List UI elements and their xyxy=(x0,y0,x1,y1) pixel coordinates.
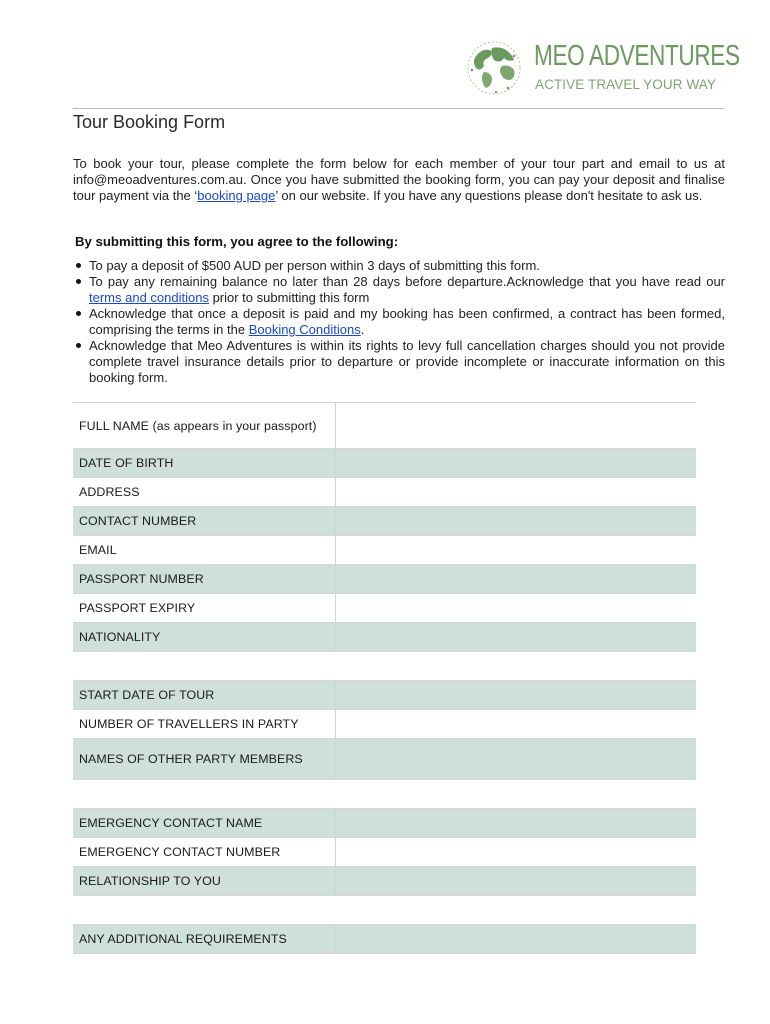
form-row-start-date xyxy=(73,680,696,709)
list-item xyxy=(73,306,725,338)
field-label: NAMES OF OTHER PARTY MEMBERS xyxy=(73,739,336,779)
additional-requirements-field[interactable] xyxy=(336,925,696,953)
spacer-cell xyxy=(73,896,336,924)
bullet-2-text-2: prior to submitting this form xyxy=(208,290,370,305)
form-row-relationship xyxy=(73,866,696,895)
form-row-dob xyxy=(73,448,696,477)
relationship-field[interactable] xyxy=(336,867,696,895)
agreement-list xyxy=(73,258,725,386)
spacer-cell xyxy=(336,652,696,680)
emergency-name-field[interactable] xyxy=(336,809,696,837)
passport-expiry-field[interactable] xyxy=(336,594,696,622)
intro-paragraph xyxy=(73,156,725,204)
form-row-additional xyxy=(73,924,696,954)
form-row-full-name xyxy=(73,402,696,448)
field-label: EMERGENCY CONTACT NAME xyxy=(73,809,336,837)
page-title: Tour Booking Form xyxy=(73,112,226,132)
bullet-3-text-2: . xyxy=(360,322,365,337)
spacer-cell xyxy=(336,780,696,808)
booking-conditions-link[interactable]: Booking Conditions xyxy=(248,322,361,337)
field-label: DATE OF BIRTH xyxy=(73,449,336,477)
field-label: RELATIONSHIP TO YOU xyxy=(73,867,336,895)
form-row-passport-expiry xyxy=(73,593,696,622)
field-label: NATIONALITY xyxy=(73,623,336,651)
contact-number-field[interactable] xyxy=(336,507,696,535)
field-label: ANY ADDITIONAL REQUIREMENTS xyxy=(73,925,336,953)
form-row-nationality xyxy=(73,622,696,651)
form-row-emergency-name xyxy=(73,808,696,837)
field-label: EMERGENCY CONTACT NUMBER xyxy=(73,838,336,866)
bullet-4-text: Acknowledge that Meo Adventures is within its rights to levy full cancellation charges should you not provide complete travel insurance details prior to departure or provide incomplete or inaccurate information on this booking form. xyxy=(89,338,725,385)
form-spacer-row xyxy=(73,895,696,924)
form-row-emergency-number xyxy=(73,837,696,866)
bullet-3-text-1: Acknowledge that once a deposit is paid and my booking has been confirmed, a contract has been formed, comprising the terms in the xyxy=(89,306,725,337)
booking-page-link[interactable]: booking page xyxy=(197,188,276,203)
full-name-field[interactable] xyxy=(336,403,696,448)
field-label: PASSPORT EXPIRY xyxy=(73,594,336,622)
spacer-cell xyxy=(73,652,336,680)
brand-tagline: ACTIVE TRAVEL YOUR WAY xyxy=(535,77,716,92)
other-members-field[interactable] xyxy=(336,739,696,779)
bullet-1-text: To pay a deposit of $500 AUD per person within 3 days of submitting this form. xyxy=(89,258,540,273)
intro-text-2: ’ on our website. If you have any questions please don't hesitate to ask us. xyxy=(275,188,703,203)
field-label: FULL NAME (as appears in your passport) xyxy=(73,403,336,448)
brand-name: MEO ADVENTURES xyxy=(534,40,740,72)
form-spacer-row xyxy=(73,779,696,808)
form-row-other-members xyxy=(73,738,696,779)
passport-number-field[interactable] xyxy=(336,565,696,593)
bullet-2-text-1: To pay any remaining balance no later than 28 days before departure.Acknowledge that you have read our xyxy=(89,274,725,289)
form-row-address xyxy=(73,477,696,506)
field-label: START DATE OF TOUR xyxy=(73,681,336,709)
brand-logo xyxy=(462,36,740,100)
address-field[interactable] xyxy=(336,478,696,506)
emergency-number-field[interactable] xyxy=(336,838,696,866)
field-label: NUMBER OF TRAVELLERS IN PARTY xyxy=(73,710,336,738)
dob-field[interactable] xyxy=(336,449,696,477)
field-label: EMAIL xyxy=(73,536,336,564)
spacer-cell xyxy=(73,780,336,808)
spacer-cell xyxy=(336,896,696,924)
field-label: CONTACT NUMBER xyxy=(73,507,336,535)
nationality-field[interactable] xyxy=(336,623,696,651)
form-row-contact-number xyxy=(73,506,696,535)
field-label: PASSPORT NUMBER xyxy=(73,565,336,593)
field-label: ADDRESS xyxy=(73,478,336,506)
num-travellers-field[interactable] xyxy=(336,710,696,738)
email-field[interactable] xyxy=(336,536,696,564)
form-row-email xyxy=(73,535,696,564)
list-item xyxy=(73,258,725,274)
form-row-num-travellers xyxy=(73,709,696,738)
globe-icon xyxy=(462,36,526,100)
agreement-heading: By submitting this form, you agree to the following: xyxy=(75,234,399,249)
start-date-field[interactable] xyxy=(336,681,696,709)
terms-link[interactable]: terms and conditions xyxy=(89,290,209,305)
list-item xyxy=(73,338,725,386)
header-divider xyxy=(73,108,724,109)
intro-text-1: To book your tour, please complete the form below for each member of your tour part and email to us at info@meoadventures.com.au. Once you have submitted the booking form, you can pay your deposit and finalise tour payment via the ‘ xyxy=(73,156,725,203)
form-spacer-row xyxy=(73,651,696,680)
booking-form-table xyxy=(73,402,696,954)
form-row-passport-number xyxy=(73,564,696,593)
list-item xyxy=(73,274,725,306)
